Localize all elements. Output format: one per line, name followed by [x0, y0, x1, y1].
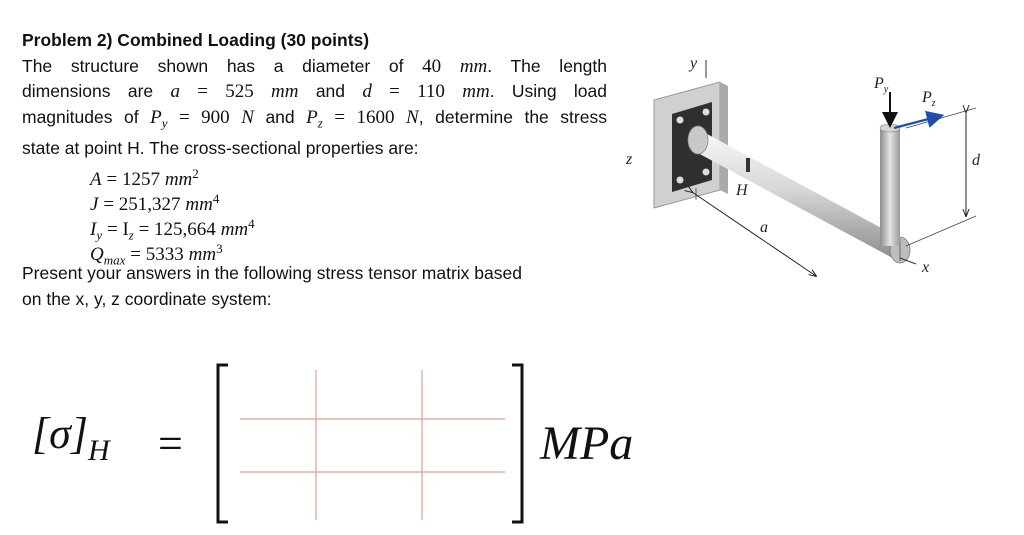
- force-py-label: $P_y$: [874, 75, 889, 95]
- left-bracket: [218, 365, 228, 522]
- equals-sign: =: [158, 419, 183, 468]
- matrix-grid: [240, 370, 505, 520]
- text-line-2: dimensions are a = 525 mm and d = 110 mm. Using load: [22, 81, 607, 102]
- vertical-post: [880, 124, 900, 246]
- property-polar-moment: J = 251,327 $mm^4$: [90, 191, 220, 215]
- z-axis-label: z: [626, 151, 633, 168]
- y-axis-label: y: [690, 55, 698, 72]
- problem-title: Problem 2) Combined Loading (30 points): [22, 30, 370, 50]
- text-line-1: The structure shown has a diameter of 40 mm. The length: [22, 55, 607, 77]
- unit-mpa: MPa: [540, 417, 634, 470]
- dimension-d-label: d: [972, 152, 980, 169]
- stress-tensor-label: $[\sigma]_H$: [32, 409, 110, 467]
- horizontal-rod: [688, 126, 910, 263]
- text-line-4: state at point H. The cross-sectional properties are:: [22, 137, 419, 158]
- text-line-3: magnitudes of $P_y = 900$ N and $P_z = 1600$ N, determine the stress: [22, 106, 607, 130]
- force-pz-label: $P_z$: [922, 89, 936, 109]
- stress-matrix: [200, 360, 540, 535]
- right-bracket: [512, 365, 522, 522]
- property-area: A = 1257 $mm^2$: [90, 166, 199, 190]
- point-h-label: H: [736, 182, 748, 199]
- problem-statement: [22, 28, 607, 312]
- point-h-marker: [746, 158, 750, 172]
- force-pz-arrow: [894, 116, 940, 128]
- property-first-moment: $Q_{max} = 5333$ $mm^3$: [90, 241, 223, 268]
- dimension-a-label: a: [760, 219, 768, 236]
- x-axis-label: x: [922, 259, 930, 276]
- cross-section-properties: [90, 161, 607, 268]
- instruction-line-1: Present your answers in the following stress tensor matrix based: [22, 263, 522, 283]
- instruction-line-2: on the x, y, z coordinate system:: [22, 288, 272, 309]
- structure-diagram: [610, 40, 1015, 290]
- dimension-d: [906, 108, 976, 246]
- property-moment-of-inertia: $I_y = I_z = 125,664$ $mm^4$: [90, 216, 255, 243]
